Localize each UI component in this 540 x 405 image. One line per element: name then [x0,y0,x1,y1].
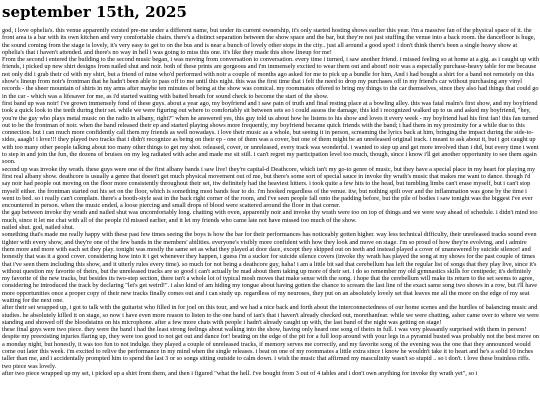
journal-paragraph: the gap between invoke thy wrath and nailed shut was uncomfortably long. chatting with oven, apparently noir and invoke thy wrath were too on top of things and we were way ahead of schedule. i didn't mind too much, since it let me chat with all of the people i'd missed earlier, and it let my friends who came late not have missed too much of the show. [2,209,538,224]
journal-paragraph: second up was invoke thy wrath. these guys were one of the first albany bands i saw live! they're capital-d Deathcore, which isn't my go-to genre of music, but they have a special place in my heart for playing my first real albany show. deathcore is usually a genre that doesn't get much physical movement out of me, but there's some sort of special sauce in invoke thy wrath's music that makes me want to dance. though i'd say noir had people out moving on the floor more consistently throughout their set, itw definitely had the heaviest hitters. i took quite a few hits to the head, but tumbling limbs can't erase myself, but i can't stop myself either. the frontman started out his set on the floor, which is something most bands fear to do. i'm hooked regardless of the venue. itw, but nothing spilt over and the inflammation was gone by the time i went to bed. so i really can't complain. there's a booth-style seat in the back right corner of the room, and i've seen people fall onto the padding before, but the pile of bodies i saw tonight was the biggest i've ever encountered in person. when the music ended, a loose piercing and small drops of blood were scattered around the floor in that corner. [2,165,536,210]
journal-paragraph: something that's made me really happy with these past few times seeing the boys is how the bar for their performances has noticeably gotten higher. way less technical difficulty, their unreleased tracks sound even tighter with every show, and they're one of the few bands in the members' abilities. everyone's visibly more confident with how they look and move on stage. i'm so proud of how they're evolving, and i admire them more and more with each set they play. tonight was mostly the same set as what they played at door dace, except they skipped out on teeth and instead played a cover of unanswered by suicide silence! and honestly that was it a good cover. considering how into it i get whenever they happen, i guess i'm a sucker for suicide silence covers (invoke thy wrath has played the song at my shows for the past couple of times that i've seen them including this show, and it utterly rules every time). so much for not being a deathcore guy, haha! i am a little bit sad that cerebellum has left the regular list of songs that they play live, since it's without question my favorite of theirs, but the unreleased tracks are so good i can't actually be mad about them taking up more of their set. i do so remember my old gymnastics skills for centipede; it's definitely my favorite of the new tracks, but besides its two-step section, there isn't a whole lot of typical mosh moves that make sense with the song. i hope that the cerebellum will make its return to the set seems to agree, considering he introduced the track by declaring "let's get weird!". i also kind of am hiding my tongue about having gotten the chance to scream the last line of the exact same song two shows in a row, but i'll have more opportunities once a proper copy of their new tracks finally comes out and i can study up. regardless of my neuroses, they put on an absolutely lovely set that leaves me all the more on the edge of my seat waiting for the next one. [2,231,538,304]
journal-paragraph: nailed shut. god, nailed shut. [2,224,75,232]
journal-paragraph: god, i love ophelia's. this venue apparently existed pre-me under a different name, but under its current ownership, it's only started hosting shows earlier this year. i'm a massive fan of the physical space of it. the front area is a bar with its own kitchen and very comfortable chairs. there's a distinct separation between the show space and the bar, but they're not just stuffing the venue into a back room. the dancefloor is huge, the sound coming from the stage is lovely, it's very easy to get to on the bus and is near a bunch of lovely other stops in the city.. just all around a good spot! i don't think there's been a single heavy show at ophelia's that i haven't attended. and there's no way in hell i was going to miss this one. it's like they made this show lineup for me! [2,27,536,56]
journal-paragraph: first band up was noir! i've grown immensely fond of these guys. about a year ago, my boyfriend and i saw pain of truth and final resting place at a bowling alley. this was fatal realm's first show, and my boyfriend took a quick look to the teeth during their set. while we were figuring out where to comfortably sit between sets so i could assess the damage, this kid i recognized walked up to us and asked my boyfriend, "hey, you're the guy who plays metal music on the radio in albany, right?" when he answered yes, this guy told us about how he listens to his show and loves it every week - my boyfriend had his first fan! this fan turned out to be the frontman of noir. when the band released their ep and started playing shows more frequently, my boyfriend became quick friends with the band; i had them in my proximity for a while due to this connection. but i can much more confidently call them my friends as well nowadays. i love their music as a whole, but seeing it in person, screaming the lyrics back at him, bringing the impact during the side-to-sides, aaagh! i love!!! they played two tracks that i didn't recognize as being on their ep - one of them was a cover, but one of them might be an unreleased original track. i meant to ask about it, but i got caught up with too many other people talking about too many other things to get my shot. released, cover, or unreleased, every track was wonderful. i wanted to step up and get more involved than i did, but every time i went to step in and join the fun, the dozens of bruises on my leg radiated with ache and made me sit still. i can't regret my participation level too much, though, since i know i'll get another opportunity to see them again soon. [2,99,539,166]
page-title: september 15th, 2025 [2,3,187,21]
journal-paragraph: after their set wrapped up, i got to talk with the guitarist who filled in for joel on this tour, and we had a nice back and forth about the interconnectedness of our home scenes and the hurdles of balancing music and studies. he absolutely killed it on stage, so now i have even more reason to listen to the one band of ian's that i haven't already checked out, morethanfear. while we were chatting, asher came over to where we were standing and showed off the bloodstains on his microphone. after a few more chats with people i hadn't already caught up with, the last band of the night was getting on stage! [2,304,539,326]
journal-body [2,27,540,377]
journal-paragraph: From the second i entered the building to the second music began, i was moving from conversation to conversation. every time i turned, i saw another friend. i missed feeling so at home at a gig. as i caught up with friends, i picked up new shirt designs from nailed shut and noir. both of these prints are gorgeous and i'm immensely excited to wear them out and about! noir was a especially purchase-heavy table for me because not only did i grab their cd with my shirt, but a friend of mine who'd performed with noir a couple of months ago asked for me to pick up a bundle for him, And i had bought a shirt for a band not remotely on this show's lineup from noir's frontman that he hadn't been able to pass off to me until this night. this was the first time that i felt the need to drop my purchases off in my friend's car without purchasing any vinyl records - the sheer mountain of shirts in my arms after maybe ten minutes of being at the show was comical. my roommates offered to bring my things to the car themselves, since they also had things that could go in the car - which was a lifesaver for me, as i'd started waiting with baited breath for sound check to become the start of the show. [2,56,540,100]
journal-paragraph: after two piece wrapped up my set, i picked up a shirt from them, and then i figured "what the hell. i've bought from 3 out of 4 tables and i don't own anything for invoke thy wrath yet", so i [2,369,478,377]
journal-paragraph: these final guys were two piece. they were the band i had the least strong feelings about walking into the show, having only heard one song of theirs in full. i was very pleasantly surprised with them in person! despite my preexisting injuries flaring up, they were too good to not get out and dance for! beating on the edge of the pit for a full loop around with your legs in a pyramid busted was probably not the best move on a monday night, but honestly, it was too fun to not indulge. they played a couple of unreleased tracks, if memory serves me correctly, and my favorite song of the evening was the one that they announced would come out later this week. i'm excited to relive the performance in my mind when the single releases. i beat on one of my roommates a little extra since i know he wouldn't take it to heart and he's a solid 10 inches taller than me, and i accidentally prompted him to spend the last 3 or so songs sitting outside to calm down. i wish the music that affirmed my masculinity wasn't so stupid .. so i don't. i love these brainless riffs. two piece was lovely. [2,326,540,370]
